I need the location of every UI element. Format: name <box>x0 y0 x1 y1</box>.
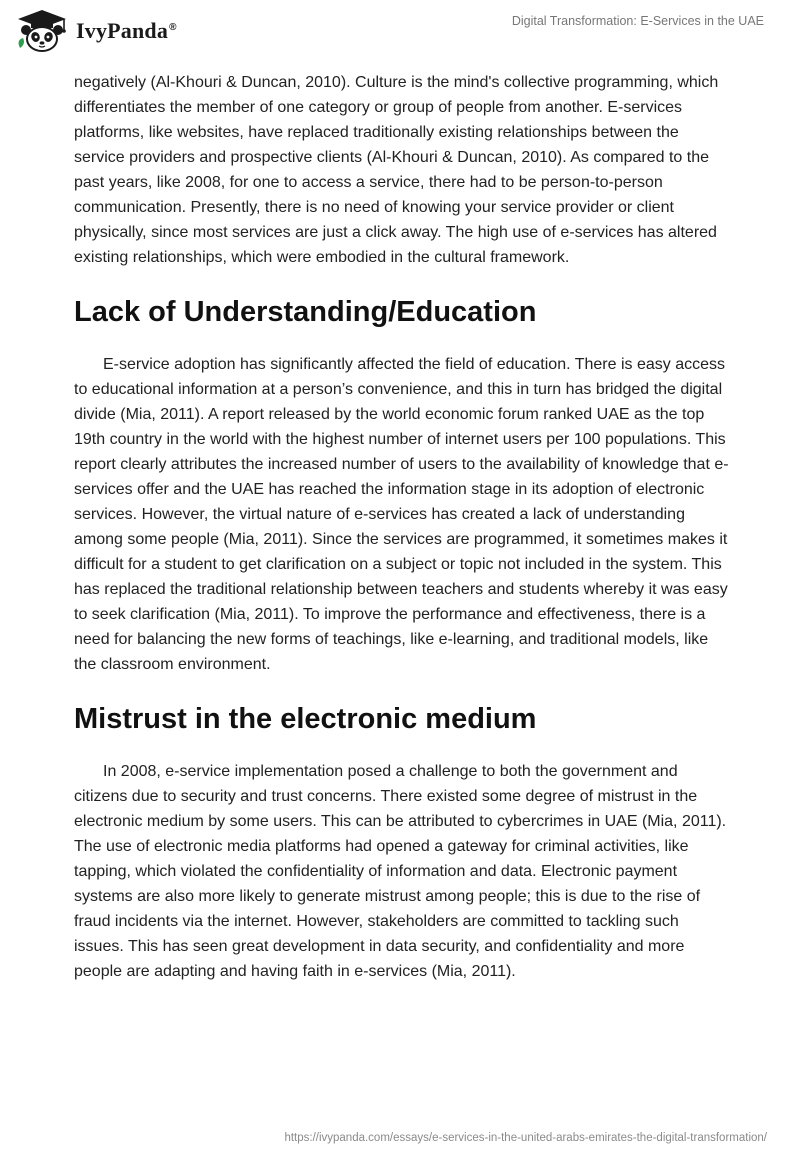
logo-wordmark <box>76 18 177 44</box>
panda-graduation-cap-icon <box>14 8 70 54</box>
source-url[interactable]: https://ivypanda.com/essays/e-services-in-the-united-arabs-emirates-the-digital-transformation/ <box>284 1132 767 1144</box>
paragraph-intro: negatively (Al-Khouri & Duncan, 2010). Culture is the mind's collective programming, which differentiates the member of one category or group of people from another. E-services platforms, like websites, have replaced traditionally existing relationships between the service providers and prospective clients (Al-Khouri & Duncan, 2010). As compared to the past years, like 2008, for one to access a service, there had to be person-to-person communication. Presently, there is no need of knowing your service provider or client physically, since most services are just a click away. The high use of e-services has altered existing relationships, which were embodied in the cultural framework. <box>74 74 719 266</box>
paragraph-mistrust: In 2008, e-service implementation posed a challenge to both the government and citizens due to security and trust concerns. There existed some degree of mistrust in the electronic medium by some users. This can be attributed to cybercrimes in UAE (Mia, 2011). The use of electronic media platforms had opened a gateway for criminal activities, like tapping, which violated the confidentiality of information and data. Electronic payment systems are also more likely to generate mistrust among people; this is due to the rise of fraud incidents via the internet. However, stakeholders are committed to tackling such issues. This has seen great development in data security, and confidentiality and more people are adapting and having faith in e-services (Mia, 2011). <box>74 763 727 980</box>
ivypanda-logo[interactable] <box>14 8 177 54</box>
section-heading-mistrust: Mistrust in the electronic medium <box>74 703 537 735</box>
document-title: Digital Transformation: E-Services in the UAE <box>511 14 764 28</box>
paragraph-education: E-service adoption has significantly affected the field of education. There is easy access to educational information at a person’s convenience, and this in turn has bridged the digital divide (Mia, 2011). A report released by the world economic forum ranked UAE as the top 19th country in the world with the highest number of internet users per 100 populations. This report clearly attributes the increased number of users to the availability of knowledge that e-services offer and the UAE has reached the information stage in its adoption of electronic services. However, the virtual nature of e-services has created a lack of understanding among some people (Mia, 2011). Since the services are programmed, it sometimes makes it difficult for a student to get clarification on a subject or topic not included in the system. This has replaced the traditional relationship between teachers and students whereby it was easy to seek clarification (Mia, 2011). To improve the performance and effectiveness, there is a need for balancing the new forms of teachings, like e-learning, and traditional models, like the classroom environment. <box>74 356 729 673</box>
registered-mark: ® <box>169 21 177 33</box>
essay-content <box>74 70 730 984</box>
page-header <box>0 0 800 64</box>
logo-text: IvyPanda <box>76 18 169 43</box>
section-heading-education: Lack of Understanding/Education <box>74 296 537 328</box>
